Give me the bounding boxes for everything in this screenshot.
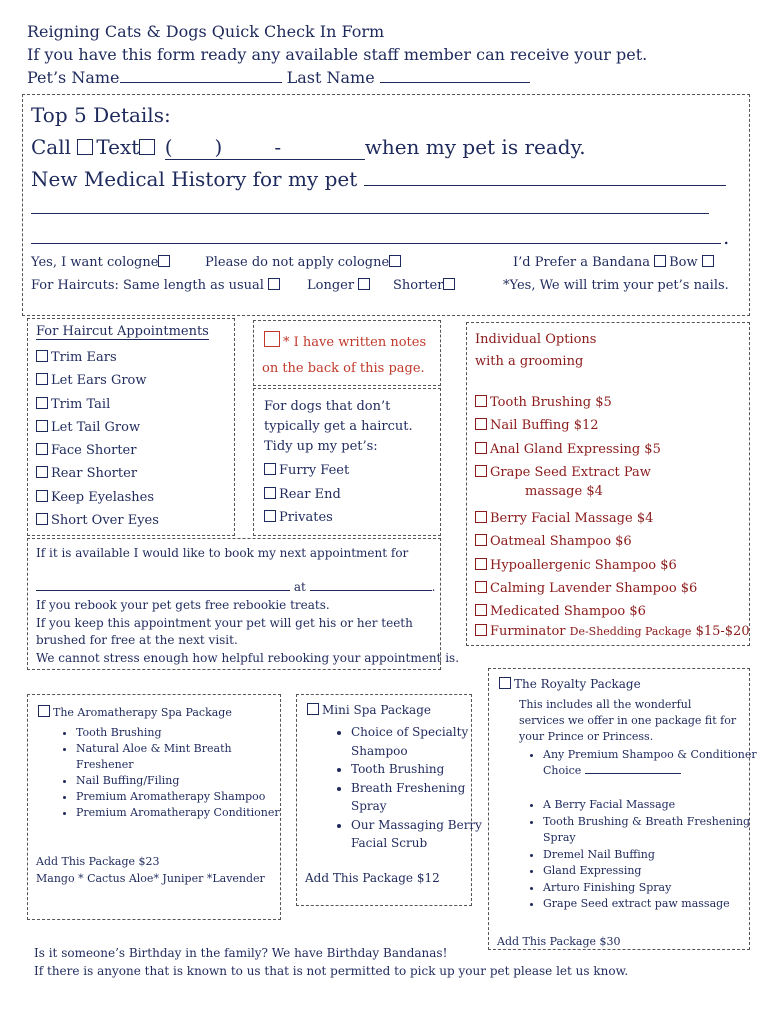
haircut-list xyxy=(36,346,159,532)
aromatherapy-list xyxy=(54,725,286,821)
list-item: • Gland Expressing xyxy=(543,863,765,880)
pet-name-field[interactable] xyxy=(120,82,282,83)
furminator-price: $15-$20 xyxy=(695,624,750,639)
individual-list xyxy=(475,391,661,484)
notes-box xyxy=(253,320,441,386)
rebook-line-3: If you rebook your pet gets free rebookie treats. xyxy=(36,598,330,612)
rebook-time-field[interactable] xyxy=(310,590,432,591)
ready-label: when my pet is ready. xyxy=(364,135,586,159)
shorter-checkbox[interactable] xyxy=(443,278,455,290)
option-keep-eyelashes[interactable] xyxy=(36,486,159,509)
furminator-checkbox[interactable] xyxy=(475,624,487,636)
haircut-same-label: For Haircuts: Same length as usual xyxy=(31,278,264,293)
list-item: • Dremel Nail Buffing xyxy=(543,847,765,864)
list-item: • Tooth Brushing xyxy=(351,760,487,779)
nail-buffing-12-checkbox[interactable] xyxy=(475,418,487,430)
list-item: • Natural Aloe & Mint Breath Freshener xyxy=(76,741,286,773)
notes-text: * I have written notes xyxy=(283,335,427,350)
rebook-date-field[interactable] xyxy=(36,590,290,591)
last-name-label: Last Name xyxy=(286,68,375,87)
option-furry-feet[interactable] xyxy=(264,459,349,483)
haircut-box xyxy=(27,318,235,536)
form-subtitle: If you have this form ready any available staff member can receive your pet. xyxy=(27,45,648,64)
face-shorter-label: Face Shorter xyxy=(51,443,137,459)
cologne-yes-label: Yes, I want cologne xyxy=(31,255,159,270)
rear-end-label: Rear End xyxy=(279,486,341,502)
let-ears-grow-checkbox[interactable] xyxy=(36,373,48,385)
list-item: • Choice of Specialty Shampoo xyxy=(351,723,487,760)
option-anal-gland-expressing-5[interactable] xyxy=(475,438,661,461)
furry-feet-label: Furry Feet xyxy=(279,463,350,478)
option-tooth-brushing-5[interactable] xyxy=(475,391,661,414)
option-privates[interactable] xyxy=(264,506,349,530)
short-over-eyes-label: Short Over Eyes xyxy=(51,513,159,529)
birthday-note: Is it someone’s Birthday in the family? We have Birthday Bandanas! xyxy=(34,946,448,960)
notes-checkbox[interactable] xyxy=(264,331,280,347)
list-item: • Arturo Finishing Spray xyxy=(543,880,765,897)
list-item: • Tooth Brushing xyxy=(76,725,286,741)
medical-history-field[interactable] xyxy=(364,185,726,186)
list-item: • Premium Aromatherapy Shampoo xyxy=(76,789,286,805)
shorter-label: Shorter xyxy=(393,278,444,293)
aromatherapy-box xyxy=(27,694,281,920)
form-title: Reigning Cats & Dogs Quick Check In Form xyxy=(27,22,385,41)
list-item: • Our Massaging Berry Facial Scrub xyxy=(351,816,487,853)
rear-shorter-label: Rear Shorter xyxy=(51,466,138,482)
individual-list-2 xyxy=(475,507,697,623)
royalty-price: Add This Package $30 xyxy=(497,935,621,948)
top-details-title: Top 5 Details: xyxy=(31,103,171,127)
short-over-eyes-checkbox[interactable] xyxy=(36,513,48,525)
oatmeal-shampoo-6-checkbox[interactable] xyxy=(475,534,487,546)
individual-title-2: with a grooming xyxy=(475,354,584,369)
nail-buffing-12-label: Nail Buffing $12 xyxy=(490,418,599,434)
royalty-choice-field[interactable] xyxy=(585,773,681,774)
bow-checkbox[interactable] xyxy=(702,255,714,267)
rebook-line-6: We cannot stress enough how helpful rebooking your appointment is. xyxy=(36,650,460,665)
royalty-item: • Any Premium Shampoo & Conditioner Choice xyxy=(543,747,765,779)
cologne-yes-checkbox[interactable] xyxy=(158,255,170,267)
rear-shorter-checkbox[interactable] xyxy=(36,466,48,478)
keep-eyelashes-label: Keep Eyelashes xyxy=(51,489,155,505)
cologne-no-checkbox[interactable] xyxy=(389,255,401,267)
list-item: • Nail Buffing/Filing xyxy=(76,773,286,789)
trim-ears-label: Trim Ears xyxy=(51,350,117,365)
hypoallergenic-shampoo-6-checkbox[interactable] xyxy=(475,558,487,570)
medical-history-line-2[interactable] xyxy=(31,213,709,214)
list-item: • Premium Aromatherapy Conditioner xyxy=(76,805,286,821)
option-trim-ears[interactable] xyxy=(36,346,159,369)
text-checkbox[interactable] xyxy=(139,139,155,155)
let-ears-grow-label: Let Ears Grow xyxy=(51,373,147,389)
option-rear-end[interactable] xyxy=(264,483,349,507)
let-tail-grow-label: Let Tail Grow xyxy=(51,419,141,435)
aromatherapy-checkbox[interactable] xyxy=(38,705,50,717)
medical-history-label: New Medical History for my pet xyxy=(31,167,358,191)
calming-lavender-shampoo-6-label: Calming Lavender Shampoo $6 xyxy=(490,580,698,596)
medical-history-line-3[interactable] xyxy=(31,243,721,244)
aromatherapy-title: The Aromatherapy Spa Package xyxy=(53,706,232,719)
trim-tail-checkbox[interactable] xyxy=(36,397,48,409)
bow-label: Bow xyxy=(669,255,698,270)
royalty-title: The Royalty Package xyxy=(514,677,641,691)
royalty-list-2 xyxy=(521,797,765,913)
royalty-list xyxy=(521,747,765,779)
trim-tail-label: Trim Tail xyxy=(51,396,111,412)
rear-end-checkbox[interactable] xyxy=(264,487,276,499)
tidy-box xyxy=(253,388,441,536)
tooth-brushing-5-checkbox[interactable] xyxy=(475,395,487,407)
berry-facial-massage-4-label: Berry Facial Massage $4 xyxy=(490,511,654,526)
option-short-over-eyes[interactable] xyxy=(36,509,159,532)
tidy-list xyxy=(264,459,349,530)
tidy-line-3: Tidy up my pet’s: xyxy=(264,439,378,454)
option-rear-shorter[interactable] xyxy=(36,462,159,485)
longer-label: Longer xyxy=(307,278,355,293)
royalty-box xyxy=(488,668,757,950)
rebook-box: If it is available I would like to book my next appointment for at . If you rebook your pet gets free rebookie treats. If you keep this appointment your pet will get his or her teeth brushed for free at the next visit. We cannot stress enough how helpful rebooking your appointment is. xyxy=(27,538,441,670)
furminator-label: Furminator xyxy=(490,624,566,639)
medicated-shampoo-6-checkbox[interactable] xyxy=(475,604,487,616)
individual-options-box xyxy=(466,322,750,646)
deshedding-label: De-Shedding Package xyxy=(569,625,692,638)
mini-spa-checkbox[interactable] xyxy=(307,703,319,715)
option-calming-lavender-shampoo-6[interactable] xyxy=(475,577,697,600)
grape-seed-extract-paw-label: Grape Seed Extract Paw xyxy=(490,464,651,480)
option-face-shorter[interactable] xyxy=(36,439,159,462)
anal-gland-expressing-5-checkbox[interactable] xyxy=(475,442,487,454)
mini-spa-title: Mini Spa Package xyxy=(322,703,431,717)
option-let-ears-grow[interactable] xyxy=(36,369,159,392)
let-tail-grow-checkbox[interactable] xyxy=(36,420,48,432)
phone-field[interactable]: ( ) - xyxy=(165,135,365,160)
medicated-shampoo-6-label: Medicated Shampoo $6 xyxy=(490,604,646,620)
option-berry-facial-massage-4[interactable] xyxy=(475,507,697,530)
furry-feet-checkbox[interactable] xyxy=(264,463,276,475)
call-checkbox[interactable] xyxy=(77,139,93,155)
privates-label: Privates xyxy=(279,510,333,525)
tooth-brushing-5-label: Tooth Brushing $5 xyxy=(490,395,612,410)
option-nail-buffing-12[interactable] xyxy=(475,414,661,437)
notes-text-2: on the back of this page. xyxy=(262,361,425,376)
rebook-line-1: If it is available I would like to book my next appointment for xyxy=(36,546,409,560)
royalty-desc: This includes all the wonderful services we offer in one package fit for your Prince or Princess. xyxy=(519,698,737,743)
royalty-checkbox[interactable] xyxy=(499,677,511,689)
face-shorter-checkbox[interactable] xyxy=(36,443,48,455)
tidy-line-1: For dogs that don’t xyxy=(264,399,391,414)
trim-ears-checkbox[interactable] xyxy=(36,350,48,362)
haircut-same-checkbox[interactable] xyxy=(268,278,280,290)
bandana-label: I’d Prefer a Bandana xyxy=(513,255,650,270)
option-let-tail-grow[interactable] xyxy=(36,416,159,439)
cologne-no-label: Please do not apply cologne xyxy=(205,255,390,270)
rebook-line-4: If you keep this appointment your pet will get his or her teeth xyxy=(36,615,413,630)
list-item: • Breath Freshening Spray xyxy=(351,779,487,816)
mini-spa-price: Add This Package $12 xyxy=(305,871,440,885)
grape-seed-extract-paw-checkbox[interactable] xyxy=(475,465,487,477)
mini-spa-list xyxy=(329,723,487,853)
individual-title-1: Individual Options xyxy=(475,332,597,347)
anal-gland-expressing-5-label: Anal Gland Expressing $5 xyxy=(490,441,661,457)
privates-checkbox[interactable] xyxy=(264,510,276,522)
option-medicated-shampoo-6[interactable] xyxy=(475,600,697,623)
mini-spa-box xyxy=(296,694,482,906)
keep-eyelashes-checkbox[interactable] xyxy=(36,490,48,502)
last-name-field[interactable] xyxy=(380,82,530,83)
haircut-title: For Haircut Appointments xyxy=(36,324,209,339)
oatmeal-shampoo-6-label: Oatmeal Shampoo $6 xyxy=(490,534,632,550)
rebook-at-label: at xyxy=(293,580,306,594)
bandana-checkbox[interactable] xyxy=(654,255,666,267)
aromatherapy-price: Add This Package $23 xyxy=(36,855,160,868)
berry-facial-massage-4-checkbox[interactable] xyxy=(475,511,487,523)
tidy-line-2: typically get a haircut. xyxy=(264,419,413,434)
list-item: • A Berry Facial Massage xyxy=(543,797,765,814)
text-label: Text xyxy=(96,135,140,159)
rebook-line-5: brushed for free at the next visit. xyxy=(36,633,238,647)
longer-checkbox[interactable] xyxy=(358,278,370,290)
calming-lavender-shampoo-6-checkbox[interactable] xyxy=(475,581,487,593)
call-label: Call xyxy=(31,135,72,159)
option-trim-tail[interactable] xyxy=(36,393,159,416)
list-item: • Tooth Brushing & Breath Freshening Spray xyxy=(543,814,765,847)
top-details-box: Top 5 Details: Call Text ( ) - when my pet is ready. New Medical History for my pet . Yes, I want cologne Please do not apply cologne I’d Prefer a Bandana Bow For Haircuts: Same length as usual Longer Shorter *Yes, We will trim your pet’s nails. xyxy=(22,94,750,316)
option-oatmeal-shampoo-6[interactable] xyxy=(475,530,697,553)
option-hypoallergenic-shampoo-6[interactable] xyxy=(475,554,697,577)
massage-price: massage $4 xyxy=(525,484,603,499)
aromatherapy-scents: Mango * Cactus Aloe* Juniper *Lavender xyxy=(36,872,265,885)
pet-name-label: Pet’s Name xyxy=(27,68,120,87)
list-item: • Grape Seed extract paw massage xyxy=(543,896,765,913)
nails-note: *Yes, We will trim your pet’s nails. xyxy=(503,278,729,293)
option-grape-seed-extract-paw[interactable] xyxy=(475,461,661,484)
hypoallergenic-shampoo-6-label: Hypoallergenic Shampoo $6 xyxy=(490,557,677,573)
pickup-note: If there is anyone that is known to us that is not permitted to pick up your pet please let us know. xyxy=(34,964,629,978)
